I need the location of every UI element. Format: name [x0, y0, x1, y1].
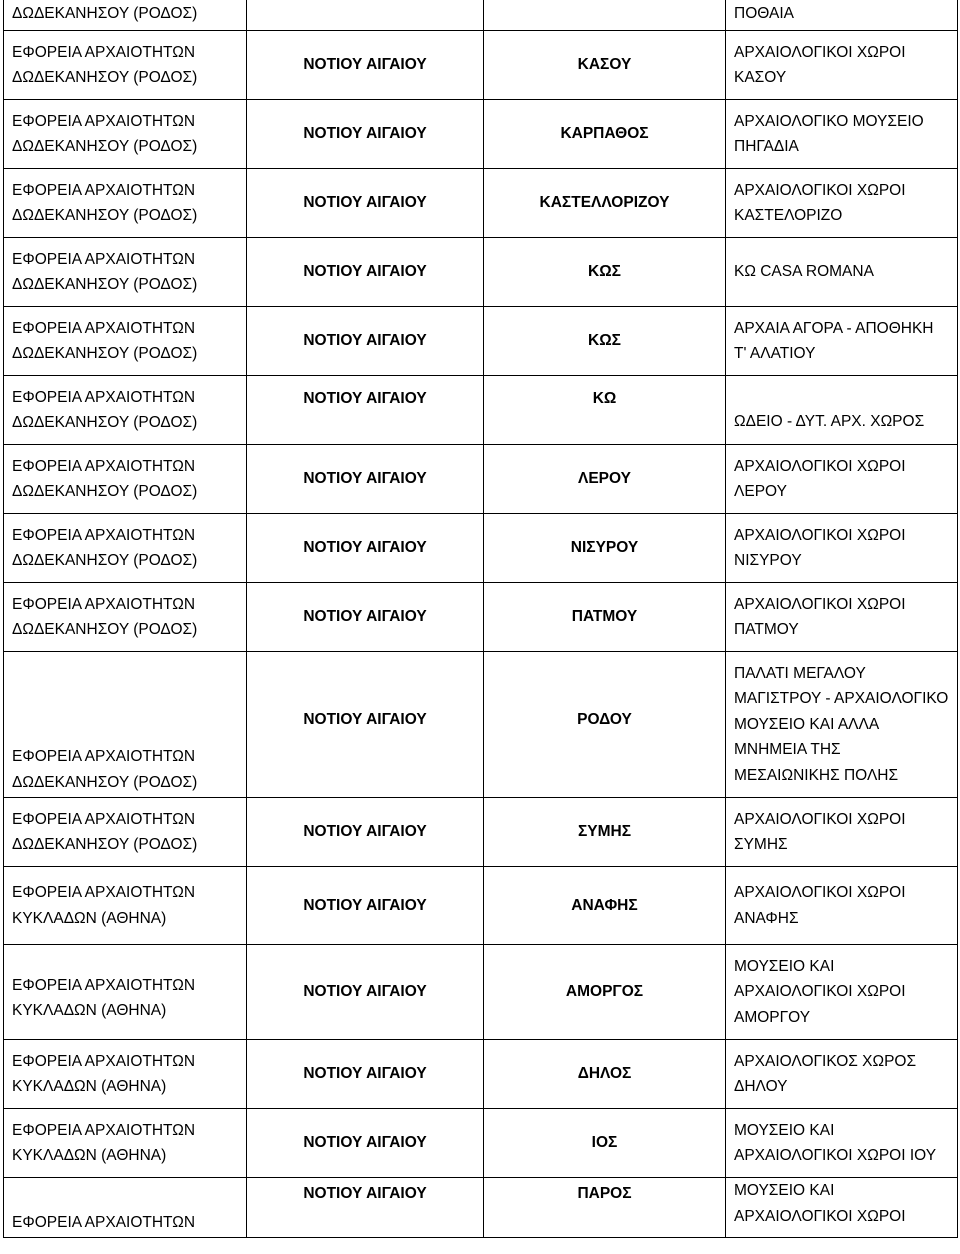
region-cell: ΝΟΤΙΟΥ ΑΙΓΑΙΟΥ — [247, 100, 484, 169]
region-cell: ΝΟΤΙΟΥ ΑΙΓΑΙΟΥ — [247, 445, 484, 514]
region-cell: ΝΟΤΙΟΥ ΑΙΓΑΙΟΥ — [247, 1109, 484, 1178]
region-cell: ΝΟΤΙΟΥ ΑΙΓΑΙΟΥ — [247, 169, 484, 238]
ephoreia-cell: ΕΦΟΡΕΙΑ ΑΡΧΑΙΟΤΗΤΩΝ ΚΥΚΛΑΔΩΝ (ΑΘΗΝΑ) — [4, 1040, 247, 1109]
site-cell: ΑΡΧΑΙΟΛΟΓΙΚΟ ΜΟΥΣΕΙΟ ΠΗΓΑΔΙΑ — [726, 100, 958, 169]
ephoreia-cell: ΕΦΟΡΕΙΑ ΑΡΧΑΙΟΤΗΤΩΝ — [4, 1178, 247, 1238]
municipality-cell: ΚΩΣ — [484, 238, 726, 307]
table-row — [4, 1040, 958, 1109]
table-row — [4, 169, 958, 238]
municipality-cell: ΝΙΣΥΡΟΥ — [484, 514, 726, 583]
region-cell — [247, 0, 484, 31]
site-cell: ΑΡΧΑΙΟΛΟΓΙΚΟΙ ΧΩΡΟΙ ΝΙΣΥΡΟΥ — [726, 514, 958, 583]
ephoreia-cell: ΕΦΟΡΕΙΑ ΑΡΧΑΙΟΤΗΤΩΝ ΔΩΔΕΚΑΝΗΣΟΥ (ΡΟΔΟΣ) — [4, 169, 247, 238]
site-cell: ΑΡΧΑΙΟΛΟΓΙΚΟΙ ΧΩΡΟΙ ΛΕΡΟΥ — [726, 445, 958, 514]
site-cell: ΑΡΧΑΙΟΛΟΓΙΚΟΙ ΧΩΡΟΙ ΑΝΑΦΗΣ — [726, 867, 958, 945]
region-cell: ΝΟΤΙΟΥ ΑΙΓΑΙΟΥ — [247, 31, 484, 100]
ephoreia-cell: ΕΦΟΡΕΙΑ ΑΡΧΑΙΟΤΗΤΩΝ ΔΩΔΕΚΑΝΗΣΟΥ (ΡΟΔΟΣ) — [4, 583, 247, 652]
municipality-cell: ΑΜΟΡΓΟΣ — [484, 945, 726, 1040]
site-cell: ΜΟΥΣΕΙΟ ΚΑΙ ΑΡΧΑΙΟΛΟΓΙΚΟΙ ΧΩΡΟΙ — [726, 1178, 958, 1238]
ephoreia-cell: ΕΦΟΡΕΙΑ ΑΡΧΑΙΟΤΗΤΩΝ ΔΩΔΕΚΑΝΗΣΟΥ (ΡΟΔΟΣ) — [4, 798, 247, 867]
site-cell: ΜΟΥΣΕΙΟ ΚΑΙ ΑΡΧΑΙΟΛΟΓΙΚΟΙ ΧΩΡΟΙ ΑΜΟΡΓΟΥ — [726, 945, 958, 1040]
ephoreia-cell: ΕΦΟΡΕΙΑ ΑΡΧΑΙΟΤΗΤΩΝ ΔΩΔΕΚΑΝΗΣΟΥ (ΡΟΔΟΣ) — [4, 100, 247, 169]
region-cell: ΝΟΤΙΟΥ ΑΙΓΑΙΟΥ — [247, 307, 484, 376]
table-row — [4, 31, 958, 100]
municipality-cell: ΚΑΣΤΕΛΛΟΡΙΖΟΥ — [484, 169, 726, 238]
site-cell: ΑΡΧΑΙΟΛΟΓΙΚΟΣ ΧΩΡΟΣ ΔΗΛΟΥ — [726, 1040, 958, 1109]
ephoreia-cell: ΕΦΟΡΕΙΑ ΑΡΧΑΙΟΤΗΤΩΝ ΔΩΔΕΚΑΝΗΣΟΥ (ΡΟΔΟΣ) — [4, 307, 247, 376]
municipality-cell: ΙΟΣ — [484, 1109, 726, 1178]
ephoreia-cell: ΕΦΟΡΕΙΑ ΑΡΧΑΙΟΤΗΤΩΝ ΔΩΔΕΚΑΝΗΣΟΥ (ΡΟΔΟΣ) — [4, 376, 247, 445]
ephoreia-cell: ΕΦΟΡΕΙΑ ΑΡΧΑΙΟΤΗΤΩΝ ΚΥΚΛΑΔΩΝ (ΑΘΗΝΑ) — [4, 945, 247, 1040]
site-cell: ΑΡΧΑΙΟΛΟΓΙΚΟΙ ΧΩΡΟΙ ΣΥΜΗΣ — [726, 798, 958, 867]
table-row — [4, 798, 958, 867]
site-cell: ΑΡΧΑΙΟΛΟΓΙΚΟΙ ΧΩΡΟΙ ΚΑΣΟΥ — [726, 31, 958, 100]
region-cell: ΝΟΤΙΟΥ ΑΙΓΑΙΟΥ — [247, 376, 484, 445]
table-row — [4, 514, 958, 583]
ephoreia-cell: ΕΦΟΡΕΙΑ ΑΡΧΑΙΟΤΗΤΩΝ ΚΥΚΛΑΔΩΝ (ΑΘΗΝΑ) — [4, 1109, 247, 1178]
table-row — [4, 945, 958, 1040]
site-cell: ΚΩ CASA ROMANA — [726, 238, 958, 307]
municipality-cell: ΔΗΛΟΣ — [484, 1040, 726, 1109]
ephoreia-cell: ΕΦΟΡΕΙΑ ΑΡΧΑΙΟΤΗΤΩΝ ΔΩΔΕΚΑΝΗΣΟΥ (ΡΟΔΟΣ) — [4, 514, 247, 583]
ephoreia-cell: ΕΦΟΡΕΙΑ ΑΡΧΑΙΟΤΗΤΩΝ ΔΩΔΕΚΑΝΗΣΟΥ (ΡΟΔΟΣ) — [4, 31, 247, 100]
municipality-cell: ΚΩΣ — [484, 307, 726, 376]
site-cell: ΠΟΘΑΙΑ — [726, 0, 958, 31]
ephoreia-cell: ΕΦΟΡΕΙΑ ΑΡΧΑΙΟΤΗΤΩΝ ΔΩΔΕΚΑΝΗΣΟΥ (ΡΟΔΟΣ) — [4, 652, 247, 798]
municipality-cell: ΛΕΡΟΥ — [484, 445, 726, 514]
ephoreia-cell: ΕΦΟΡΕΙΑ ΑΡΧΑΙΟΤΗΤΩΝ ΚΥΚΛΑΔΩΝ (ΑΘΗΝΑ) — [4, 867, 247, 945]
municipality-cell: ΠΑΤΜΟΥ — [484, 583, 726, 652]
region-cell: ΝΟΤΙΟΥ ΑΙΓΑΙΟΥ — [247, 798, 484, 867]
municipality-cell: ΠΑΡΟΣ — [484, 1178, 726, 1238]
table-row — [4, 238, 958, 307]
municipality-cell — [484, 0, 726, 31]
region-cell: ΝΟΤΙΟΥ ΑΙΓΑΙΟΥ — [247, 1040, 484, 1109]
table-row — [4, 0, 958, 31]
table-row — [4, 583, 958, 652]
site-cell: ΜΟΥΣΕΙΟ ΚΑΙ ΑΡΧΑΙΟΛΟΓΙΚΟΙ ΧΩΡΟΙ ΙΟΥ — [726, 1109, 958, 1178]
table-row — [4, 376, 958, 445]
ephoreia-cell: ΔΩΔΕΚΑΝΗΣΟΥ (ΡΟΔΟΣ) — [4, 0, 247, 31]
region-cell: ΝΟΤΙΟΥ ΑΙΓΑΙΟΥ — [247, 652, 484, 798]
municipality-cell: ΡΟΔΟΥ — [484, 652, 726, 798]
region-cell: ΝΟΤΙΟΥ ΑΙΓΑΙΟΥ — [247, 945, 484, 1040]
municipality-cell: ΣΥΜΗΣ — [484, 798, 726, 867]
site-cell: ΑΡΧΑΙΑ ΑΓΟΡΑ - ΑΠΟΘΗΚΗ Τ' ΑΛΑΤΙΟΥ — [726, 307, 958, 376]
table-body — [4, 0, 958, 1238]
table-row — [4, 1178, 958, 1238]
table-row — [4, 867, 958, 945]
table-row — [4, 1109, 958, 1178]
municipality-cell: ΑΝΑΦΗΣ — [484, 867, 726, 945]
table-row — [4, 445, 958, 514]
site-cell: ΑΡΧΑΙΟΛΟΓΙΚΟΙ ΧΩΡΟΙ ΚΑΣΤΕΛΟΡΙΖΟ — [726, 169, 958, 238]
table-row — [4, 652, 958, 798]
region-cell: ΝΟΤΙΟΥ ΑΙΓΑΙΟΥ — [247, 1178, 484, 1238]
municipality-cell: ΚΑΡΠΑΘΟΣ — [484, 100, 726, 169]
ephoreia-cell: ΕΦΟΡΕΙΑ ΑΡΧΑΙΟΤΗΤΩΝ ΔΩΔΕΚΑΝΗΣΟΥ (ΡΟΔΟΣ) — [4, 238, 247, 307]
sites-table — [3, 0, 958, 1238]
ephoreia-cell: ΕΦΟΡΕΙΑ ΑΡΧΑΙΟΤΗΤΩΝ ΔΩΔΕΚΑΝΗΣΟΥ (ΡΟΔΟΣ) — [4, 445, 247, 514]
region-cell: ΝΟΤΙΟΥ ΑΙΓΑΙΟΥ — [247, 583, 484, 652]
region-cell: ΝΟΤΙΟΥ ΑΙΓΑΙΟΥ — [247, 238, 484, 307]
municipality-cell: ΚΩ — [484, 376, 726, 445]
site-cell: ΩΔΕΙΟ - ΔΥΤ. ΑΡΧ. ΧΩΡΟΣ — [726, 376, 958, 445]
table-row — [4, 307, 958, 376]
site-cell: ΑΡΧΑΙΟΛΟΓΙΚΟΙ ΧΩΡΟΙ ΠΑΤΜΟΥ — [726, 583, 958, 652]
region-cell: ΝΟΤΙΟΥ ΑΙΓΑΙΟΥ — [247, 867, 484, 945]
municipality-cell: ΚΑΣΟΥ — [484, 31, 726, 100]
region-cell: ΝΟΤΙΟΥ ΑΙΓΑΙΟΥ — [247, 514, 484, 583]
table-row — [4, 100, 958, 169]
site-cell: ΠΑΛΑΤΙ ΜΕΓΑΛΟΥ ΜΑΓΙΣΤΡΟΥ - ΑΡΧΑΙΟΛΟΓΙΚΟ ΜΟΥΣΕΙΟ ΚΑΙ ΑΛΛΑ ΜΝΗΜΕΙΑ ΤΗΣ ΜΕΣΑΙΩΝΙΚΗΣ ΠΟΛΗΣ — [726, 652, 958, 798]
